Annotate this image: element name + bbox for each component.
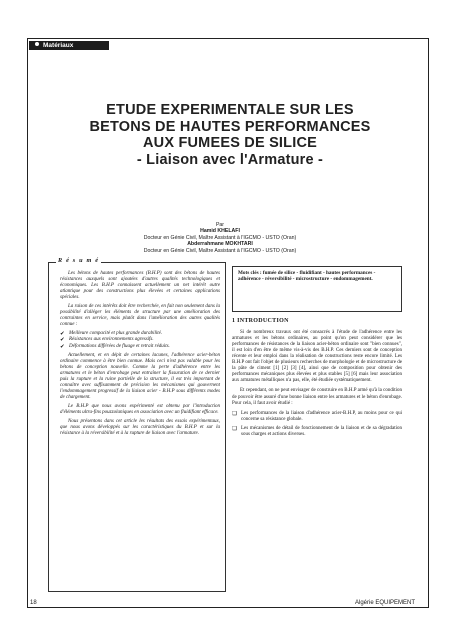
abstract-label: R é s u m é (58, 257, 100, 264)
abstract-paragraph: Les bétons de hautes performances (B.H.P) sont des bétons de hautes résistances auxquels sont ajoutées d'autres qualités technologiques et économiques. Les B.H.P connaissent actuellement un net intérêt outre atlantique pour des constructions plus élevées et certaines applications spéciales. (60, 271, 220, 301)
list-item-text: Les performances de la liaison d'adhérence acier-B.H.P, au moins pour ce qui concerne sa résistance globale. (241, 410, 402, 422)
journal-name: Algérie EQUIPEMENT (355, 600, 416, 606)
abstract-bullets (60, 331, 220, 349)
checkmark-icon: ✔ (60, 331, 65, 338)
checkmark-icon: ✔ (60, 337, 65, 344)
keywords-text: fumée de silice - fluidifiant - hautes performances - adhérence - réversibilité - microstructure - endommagement. (238, 270, 376, 283)
list-item (232, 411, 402, 423)
list-item (60, 344, 220, 350)
list-item (232, 426, 402, 438)
title-line-3: AUX FUMEES DE SILICE (143, 135, 317, 151)
section-heading: 1 INTRODUCTION (232, 318, 289, 324)
author-1-name: Hamid KHELAFI (200, 228, 240, 235)
page-number: 18 (30, 600, 37, 606)
keywords-box (232, 266, 402, 312)
by-label: Par (215, 222, 225, 228)
intro-list (232, 411, 402, 438)
abstract-paragraph: Le B.H.P que nous avons expérimenté est obtenu par l'introduction d'éléments ultra-fins pouzzolaniques en association avec un fluidifiant efficace. (60, 403, 220, 415)
abstract-paragraph: Nous présentons dans cet article les résultats des essais expérimentaux, que nous avons développés sur les caractéristiques du B.H.P et sur la résistance à la réversibilité et à la rupture de liaison avec l'armature. (60, 419, 220, 437)
section-label: Matériaux (43, 42, 74, 49)
title-line-4: - Liaison avec l'Armature - (136, 151, 324, 168)
bullet-text: Déformations différées de fluage et retrait réduits. (69, 343, 170, 349)
introduction-section (232, 318, 402, 441)
intro-paragraph: Si de nombreux travaux ont été consacrés à l'étude de l'adhérence entre les armatures et les bétons ordinaires, au point qu'on peut considérer que les performances de résistances de la liaison acier-béton ordinaire sont "bien connues", il est loin d'en être de même vis-à-vis des B.H.P. Ces derniers sont de conception récente et leur emploi dans la réalisation de constructions reste encore limité. Les B.H.P ont fait l'objet de plusieurs recherches de morphologie et de microstructure de la pâte de ciment [1] [2] [3] [4], ainsi que de composition pour obtenir des performances mécaniques plus élevées et plus stables [5] [6] mais leur association aux armatures métalliques n'a pas, elle, été étudiée systématiquement. (232, 330, 402, 384)
keywords-label: Mots clés : (238, 270, 262, 276)
author-2-affiliation: Docteur en Génie Civil, Maître Assistant à l'IGCMO - USTO (Oran) (143, 247, 297, 254)
intro-paragraph: Et cependant, on ne peut envisager de construire en B.H.P armé qu'à la condition de pouvoir être assuré d'une bonne liaison entre les armatures et le béton d'enrobage. Pour cela, il faut avoir étudié : (232, 388, 402, 406)
abstract-paragraph: Actuellement, et en dépit de certaines lacunes, l'adhérence acier-béton ordinaire commence à être bien connue. Mais ceci n'est pas valable pour les bétons de conception nouvelle. Comme la perte d'adhérence entre les armatures et le béton d'enrobage peut entraîner la fissuration de ce dernier puis la rupture et la ruine partielle de la structure, il est très important de connaître avec suffisamment de précision les mécanismes qui gouvernent l'endommagement progressif de la liaison acier - B.H.P sous différents modes de chargement. (60, 352, 220, 400)
title-line-1: ETUDE EXPERIMENTALE SUR LES (106, 102, 354, 118)
bullet-text: Résistances aux environnements agressifs. (69, 337, 154, 343)
bullet-text: Meilleure compacité et plus grande durabilité. (69, 331, 163, 337)
section-header (29, 41, 109, 50)
article-title (40, 102, 420, 168)
title-line-2: BETONS DE HAUTES PERFORMANCES (89, 118, 371, 135)
author-1-affiliation: Docteur en Génie Civil, Maître Assistant à l'IGCMO - USTO (Oran) (143, 234, 297, 241)
bullet-icon (35, 42, 39, 46)
author-2-name: Abderrahmane MOKHTARI (187, 241, 253, 248)
square-bullet-icon: ❏ (232, 410, 237, 417)
abstract-paragraph: La raison de ces intérêts doit être recherchée, en fait non seulement dans la possibilité d'alléger les éléments de structure par une amélioration des contraintes en service, mais plutôt dans l'amélioration des autres qualités connue : (60, 304, 220, 328)
authors-block (100, 222, 340, 254)
square-bullet-icon: ❏ (232, 425, 237, 432)
abstract-body (60, 271, 220, 440)
checkmark-icon: ✔ (60, 343, 65, 350)
list-item-text: Les mécanismes de détail de fonctionnement de la liaison et de sa dégradation sous charges et actions diverses. (241, 425, 402, 437)
